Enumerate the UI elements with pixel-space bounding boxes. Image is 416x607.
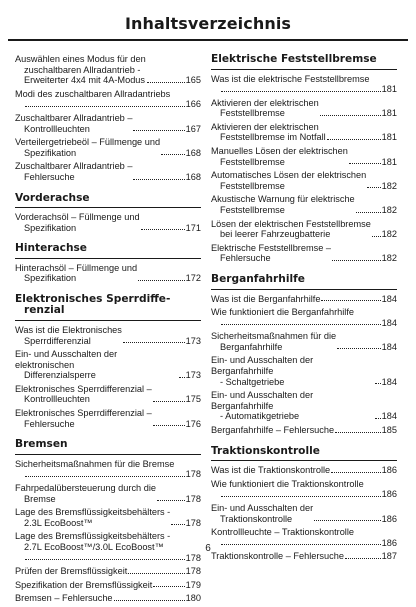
section-heading-line: Vorderachse [15, 191, 90, 204]
toc-entry[interactable] [211, 425, 397, 436]
section-heading-line: renzial [24, 304, 65, 317]
toc-entry-line: Elektrische Feststellbremse – [211, 242, 331, 253]
toc-entry-line: Feststellbremse [220, 108, 285, 119]
toc-entry[interactable] [211, 390, 397, 422]
toc-entry-text [211, 390, 374, 422]
toc-entry-line: Fahrpedalübersteuerung durch die [15, 482, 156, 493]
toc-entry-text [15, 483, 156, 504]
toc-entry-line: Was ist die Traktionskontrolle [211, 465, 331, 476]
toc-entry-line: Wie funktioniert die Berganfahrhilfe [211, 307, 354, 318]
toc-entry-text [15, 113, 132, 134]
toc-entry-line: Ein- und Ausschalten der Berganfahrhilfe [211, 355, 314, 377]
toc-entry[interactable] [15, 212, 201, 233]
toc-entry-text [15, 580, 152, 591]
toc-entry-text [15, 566, 127, 577]
toc-entry[interactable] [211, 465, 397, 476]
toc-entry[interactable] [15, 161, 201, 182]
dot-leader [171, 524, 184, 525]
dot-leader [372, 236, 381, 237]
section-heading [211, 54, 397, 70]
toc-entry-text [211, 355, 374, 387]
toc-page-number: 185 [381, 425, 397, 436]
toc-page-number: 166 [185, 99, 201, 110]
toc-entry-line: Elektronisches Sperrdifferenzial – [15, 383, 152, 394]
toc-entry[interactable] [211, 294, 397, 305]
dot-leader [147, 82, 185, 83]
toc-entry[interactable] [15, 89, 201, 110]
toc-leader-row [211, 84, 397, 95]
toc-page-number: 165 [185, 75, 201, 86]
toc-entry-text [211, 503, 313, 524]
toc-page-number: 186 [381, 465, 397, 476]
toc-entry-line: Berganfahrhilfe – Fehlersuche [211, 425, 335, 436]
dot-leader [25, 559, 185, 560]
toc-leader-row [15, 99, 201, 110]
toc-entry[interactable] [211, 503, 397, 524]
toc-entry-line: Prüfen der Bremsflüssigkeit [15, 566, 128, 577]
toc-entry[interactable] [15, 137, 201, 158]
dot-leader [161, 154, 185, 155]
dot-leader [327, 139, 381, 140]
toc-entry-text [15, 263, 137, 284]
toc-page-number: 181 [381, 108, 397, 119]
toc-entry[interactable] [211, 170, 397, 191]
header-divider [8, 39, 408, 41]
toc-entry-text [211, 243, 331, 264]
toc-entry-line: - Schaltgetriebe [220, 376, 285, 387]
toc-entry-line: Ein- und Ausschalten der [211, 502, 314, 513]
toc-page-number: 178 [185, 493, 201, 504]
toc-entry-line: Was ist die Berganfahrhilfe [211, 293, 321, 304]
toc-page-number: 186 [381, 489, 397, 500]
toc-entry-line: Wie funktioniert die Traktionskontrolle [211, 478, 364, 489]
toc-leader-row [211, 318, 397, 329]
toc-entry-line: Vorderachsöl – Füllmenge und [15, 212, 140, 223]
toc-entry-text [15, 408, 152, 429]
toc-entry[interactable] [211, 355, 397, 387]
toc-page-number: 168 [185, 171, 201, 182]
toc-entry-text [211, 146, 348, 167]
dot-leader [314, 520, 381, 521]
page-header [0, 0, 416, 42]
toc-page-number: 168 [185, 147, 201, 158]
toc-entry-line: Feststellbremse [220, 205, 285, 216]
toc-entry-line: Feststellbremse [220, 156, 285, 167]
toc-entry-line: Ein- und Ausschalten der elektronischen [15, 349, 118, 370]
toc-entry-text [211, 170, 366, 191]
dot-leader [114, 600, 185, 601]
toc-entry-text [15, 137, 160, 158]
dot-leader [375, 418, 381, 419]
toc-entry-line: Hinterachsöl – Füllmenge und [15, 262, 138, 273]
toc-entry-line: Feststellbremse [220, 180, 285, 191]
toc-entry-line: Sicherheitsmaßnahmen für die Bremse [15, 458, 175, 469]
toc-entry-line: Traktionskontrolle [220, 513, 293, 524]
page-title: Inhaltsverzeichnis [124, 14, 292, 33]
toc-entry-line: Lage des Bremsflüssigkeitsbehälters - [15, 531, 171, 542]
toc-leader-row [211, 489, 397, 500]
section-heading-line: Bremsen [15, 438, 68, 451]
section-heading [15, 243, 201, 259]
dot-leader [221, 496, 381, 497]
toc-page-number: 182 [381, 253, 397, 264]
toc-page-number: 178 [185, 552, 201, 563]
toc-entry-line: 2.7L EcoBoost™/3.0L EcoBoost™ [24, 541, 164, 552]
toc-entry-line: Automatisches Lösen der elektrischen [211, 170, 367, 181]
toc-entry-text [15, 593, 113, 604]
dot-leader [138, 280, 185, 281]
toc-entry-line: bei leerer Fahrzeugbatterie [220, 229, 331, 240]
toc-entry-line: Was ist die elektrische Feststellbremse [211, 73, 370, 84]
toc-entry-text [15, 459, 201, 470]
toc-entry-text [211, 98, 319, 119]
toc-right-column [211, 54, 397, 565]
toc-page-number: 184 [381, 293, 397, 304]
dot-leader [349, 163, 381, 164]
toc-entry-line: Verteilergetriebeöl – Füllmenge und [15, 137, 161, 148]
toc-page-number: 180 [185, 593, 201, 604]
section-heading [211, 274, 397, 290]
toc-page-number: 182 [381, 205, 397, 216]
toc-entry-text [211, 307, 397, 318]
toc-entry-text [211, 479, 397, 490]
toc-entry[interactable] [15, 459, 201, 480]
toc-page-number: 171 [185, 222, 201, 233]
dot-leader [153, 586, 184, 587]
toc-entry[interactable] [15, 507, 201, 528]
dot-leader [25, 106, 185, 107]
toc-page-number: 178 [185, 469, 201, 480]
toc-entry-line: Bremsen – Fehlersuche [15, 593, 113, 604]
toc-entry-line: Differenzialsperre [24, 370, 96, 381]
toc-entry[interactable] [15, 384, 201, 405]
dot-leader [157, 500, 185, 501]
toc-page-number: 172 [185, 273, 201, 284]
toc-entry[interactable] [211, 243, 397, 264]
toc-entry-line: Sicherheitsmaßnahmen für die [211, 331, 337, 342]
toc-entry[interactable] [211, 98, 397, 119]
toc-entry-line: Kontrollleuchten [24, 123, 90, 134]
toc-entry[interactable] [211, 219, 397, 240]
toc-entry-line: Fehlersuche [24, 171, 75, 182]
toc-entry-line: Akustische Warnung für elektrische [211, 194, 355, 205]
dot-leader [221, 324, 381, 325]
toc-entry-line: Traktionskontrolle – Fehlersuche [211, 551, 344, 562]
toc-page-number: 182 [381, 180, 397, 191]
dot-leader [25, 476, 185, 477]
dot-leader [179, 377, 185, 378]
toc-page-number: 184 [381, 376, 397, 387]
toc-page-number: 187 [381, 551, 397, 562]
section-heading-line: Traktionskontrolle [211, 444, 320, 457]
toc-entry[interactable] [211, 74, 397, 95]
toc-entry-line: Bremse [24, 493, 56, 504]
toc-page-number: 181 [381, 156, 397, 167]
toc-entry[interactable] [15, 325, 201, 346]
dot-leader [335, 432, 381, 433]
toc-entry[interactable] [211, 331, 397, 352]
toc-entry-line: Zuschaltbarer Allradantrieb – [15, 161, 133, 172]
dot-leader [367, 187, 380, 188]
toc-entry[interactable] [15, 483, 201, 504]
toc-page-number: 176 [185, 418, 201, 429]
toc-entry-line: Modi des zuschaltbaren Allradantriebs [15, 88, 171, 99]
dot-leader [153, 425, 185, 426]
section-heading-line: Elektrische Feststellbremse [211, 53, 377, 65]
toc-entry-line: Spezifikation [24, 147, 77, 158]
toc-entry[interactable] [211, 479, 397, 500]
toc-page-number: 181 [381, 84, 397, 95]
toc-entry-text [211, 122, 326, 143]
toc-entry-line: Aktivieren der elektrischen [211, 121, 319, 132]
toc-entry[interactable] [211, 307, 397, 328]
dot-leader [141, 229, 185, 230]
toc-entry-line: 2.3L EcoBoost™ [24, 517, 93, 528]
toc-entry-line: Lösen der elektrischen Feststellbremse [211, 218, 371, 229]
toc-entry[interactable] [15, 54, 201, 86]
toc-page-number: 184 [381, 341, 397, 352]
dot-leader [133, 130, 184, 131]
dot-leader [153, 401, 185, 402]
toc-entry-line: Kontrollleuchte – Traktionskontrolle [211, 527, 354, 538]
toc-entry-text [15, 54, 146, 86]
dot-leader [356, 212, 381, 213]
toc-entry[interactable] [15, 580, 201, 591]
toc-entry-line: Kontrollleuchten [24, 394, 90, 405]
toc-entry-line: Sperrdifferenzial [24, 335, 91, 346]
toc-entry-line: Feststellbremse im Notfall [220, 132, 326, 143]
toc-entry-line: Auswählen eines Modus für den [15, 54, 146, 64]
toc-leader-row [15, 553, 201, 564]
toc-entry-text [211, 425, 334, 436]
toc-entry[interactable] [211, 194, 397, 215]
dot-leader [123, 342, 185, 343]
toc-entry-line: Was ist die Elektronisches [15, 324, 122, 335]
dot-leader [331, 472, 381, 473]
toc-entry-text [15, 89, 201, 100]
toc-entry-line: Spezifikation [24, 273, 77, 284]
toc-entry-line: zuschaltbaren Allradantrieb - [24, 64, 141, 75]
dot-leader [320, 115, 381, 116]
toc-entry-text [15, 384, 152, 405]
toc-entry[interactable] [15, 566, 201, 577]
toc-page-number: 179 [185, 579, 201, 590]
toc-page-number: 184 [381, 317, 397, 328]
toc-page-number: 184 [381, 411, 397, 422]
page-number: 6 [205, 543, 211, 554]
toc-page-number: 186 [381, 537, 397, 548]
toc-page-number: 173 [185, 335, 201, 346]
dot-leader [332, 260, 381, 261]
toc-leader-row [15, 469, 201, 480]
toc-page-number: 178 [185, 517, 201, 528]
toc-page-number: 181 [381, 132, 397, 143]
toc-page-number: 178 [185, 566, 201, 577]
toc-entry-line: Zuschaltbarer Allradantrieb – [15, 112, 133, 123]
toc-page-number: 186 [381, 513, 397, 524]
section-heading [15, 439, 201, 455]
toc-entry-line: Elektronisches Sperrdifferenzial – [15, 408, 152, 419]
toc-entry-line: Spezifikation der Bremsflüssigkeit [15, 579, 153, 590]
toc-left-column [15, 54, 201, 607]
toc-entry-text [211, 219, 371, 240]
toc-entry-text [211, 294, 320, 305]
toc-entry-line: Aktivieren der elektrischen [211, 97, 319, 108]
toc-entry-text [15, 349, 178, 381]
toc-entry-line: Manuelles Lösen der elektrischen [211, 146, 348, 157]
toc-entry-line: Lage des Bremsflüssigkeitsbehälters - [15, 507, 171, 518]
toc-entry-line: Ein- und Ausschalten der Berganfahrhilfe [211, 390, 314, 411]
toc-page-number: 182 [381, 229, 397, 240]
toc-entry-line: Fehlersuche [24, 418, 75, 429]
dot-leader [337, 348, 381, 349]
toc-entry-line: Erweiterter 4x4 mit 4A-Modus [24, 75, 146, 86]
toc-entry[interactable] [211, 122, 397, 143]
toc-entry[interactable] [15, 593, 201, 604]
toc-page-number: 167 [185, 123, 201, 134]
dot-leader [375, 383, 381, 384]
section-heading [211, 446, 397, 462]
dot-leader [133, 179, 184, 180]
toc-entry[interactable] [15, 349, 201, 381]
toc-entry[interactable] [15, 408, 201, 429]
dot-leader [128, 573, 184, 574]
dot-leader [345, 558, 381, 559]
section-heading [15, 193, 201, 209]
toc-entry-line: - Automatikgetriebe [220, 411, 300, 422]
toc-entry-text [15, 212, 140, 233]
toc-entry-text [211, 74, 397, 85]
toc-entry-text [15, 507, 170, 528]
toc-entry[interactable] [15, 113, 201, 134]
toc-entry-text [211, 465, 330, 476]
dot-leader [221, 91, 381, 92]
toc-entry-text [211, 194, 355, 215]
toc-entry-text [15, 161, 132, 182]
section-heading-line: Berganfahrhilfe [211, 273, 305, 285]
section-heading [15, 294, 201, 321]
toc-entry-line: Spezifikation [24, 222, 77, 233]
section-heading-line: Hinterachse [15, 242, 87, 255]
toc-entry-text [211, 527, 397, 538]
toc-entry-line: Berganfahrhilfe [220, 341, 283, 352]
toc-entry-text [211, 331, 336, 352]
toc-entry-text [15, 325, 122, 346]
toc-entry[interactable] [15, 263, 201, 284]
toc-entry[interactable] [211, 146, 397, 167]
toc-entry-line: Fehlersuche [220, 253, 271, 264]
section-heading-line: Elektronisches Sperrdiffe- [15, 292, 171, 305]
dot-leader [321, 300, 380, 301]
toc-page-number: 175 [185, 394, 201, 405]
toc-page-number: 173 [185, 370, 201, 381]
